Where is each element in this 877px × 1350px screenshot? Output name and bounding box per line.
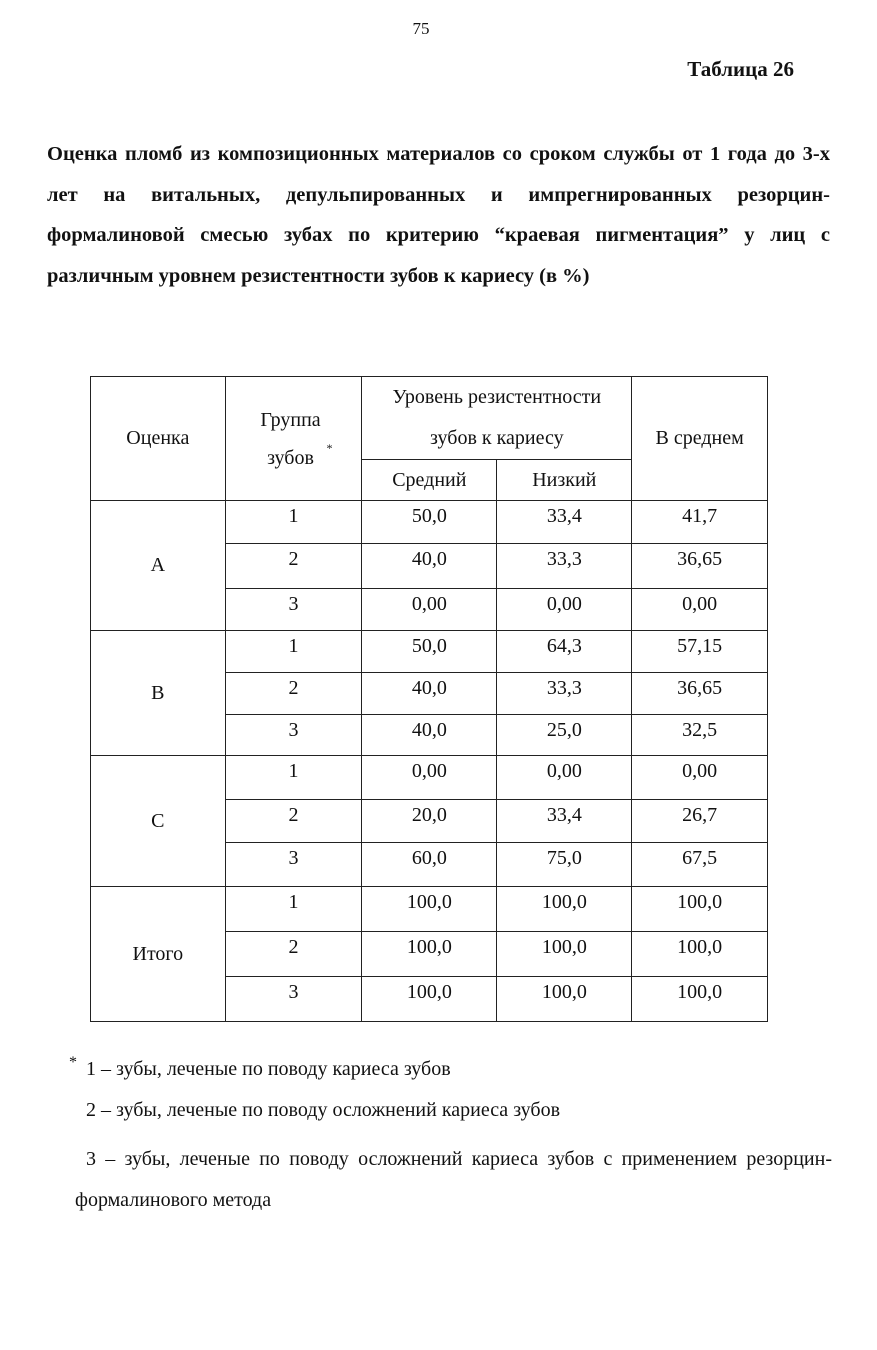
- low-cell: 64,3: [497, 631, 632, 673]
- header-medium: Средний: [362, 460, 497, 501]
- medium-cell: 0,00: [362, 589, 497, 631]
- low-cell: 100,0: [497, 977, 632, 1022]
- footnote-line-3: 3 – зубы, леченые по поводу осложнений кариеса зубов с применением резорцин-формалинового метода: [75, 1148, 832, 1211]
- average-cell: 36,65: [632, 673, 768, 715]
- medium-cell: 60,0: [362, 843, 497, 887]
- medium-cell: 100,0: [362, 932, 497, 977]
- medium-cell: 40,0: [362, 673, 497, 715]
- low-cell: 75,0: [497, 843, 632, 887]
- average-cell: 36,65: [632, 544, 768, 589]
- table-row: [91, 756, 768, 800]
- header-group-label: Группа зубов: [260, 408, 321, 469]
- low-cell: 100,0: [497, 887, 632, 932]
- header-group-mark: *: [326, 440, 333, 455]
- group-cell: 1: [225, 756, 362, 800]
- medium-cell: 20,0: [362, 800, 497, 843]
- low-cell: 33,3: [497, 544, 632, 589]
- group-cell: 1: [225, 887, 362, 932]
- group-cell: 3: [225, 843, 362, 887]
- group-cell: 2: [225, 544, 362, 589]
- score-cell: A: [91, 501, 226, 631]
- header-low: Низкий: [497, 460, 632, 501]
- average-cell: 32,5: [632, 715, 768, 756]
- group-cell: 1: [225, 631, 362, 673]
- table-row: [91, 501, 768, 544]
- low-cell: 33,3: [497, 673, 632, 715]
- group-cell: 2: [225, 932, 362, 977]
- average-cell: 67,5: [632, 843, 768, 887]
- average-cell: 26,7: [632, 800, 768, 843]
- average-cell: 100,0: [632, 932, 768, 977]
- medium-cell: 0,00: [362, 756, 497, 800]
- low-cell: 0,00: [497, 756, 632, 800]
- table-row: [91, 631, 768, 673]
- header-average: В среднем: [632, 377, 768, 501]
- table-label: Таблица 26: [687, 57, 794, 81]
- average-cell: 41,7: [632, 501, 768, 544]
- group-cell: 1: [225, 501, 362, 544]
- header-resistance: [362, 377, 632, 460]
- results-table: [90, 376, 768, 1022]
- group-cell: 3: [225, 715, 362, 756]
- footnote-line-1: [69, 1054, 832, 1081]
- medium-cell: 50,0: [362, 501, 497, 544]
- low-cell: 100,0: [497, 932, 632, 977]
- page-number: 75: [412, 19, 430, 38]
- table-title: Оценка пломб из композиционных материалов со сроком службы от 1 года до 3-х лет на витальных, депульпированных и импрегнированных резорцин-формалиновой смесью зубах по критерию “краевая пигментация” у лиц с различным уровнем резистентности зубов к кариесу (в %): [47, 143, 830, 287]
- group-cell: 3: [225, 589, 362, 631]
- footnote-mark: *: [69, 1054, 77, 1071]
- medium-cell: 100,0: [362, 887, 497, 932]
- low-cell: 0,00: [497, 589, 632, 631]
- group-cell: 2: [225, 673, 362, 715]
- group-cell: 2: [225, 800, 362, 843]
- score-cell: Итого: [91, 887, 226, 1022]
- score-cell: C: [91, 756, 226, 887]
- average-cell: 100,0: [632, 977, 768, 1022]
- average-cell: 57,15: [632, 631, 768, 673]
- table-row: [91, 887, 768, 932]
- medium-cell: 40,0: [362, 544, 497, 589]
- low-cell: 25,0: [497, 715, 632, 756]
- footnote-text-1: 1 – зубы, леченые по поводу кариеса зубов: [86, 1058, 451, 1080]
- average-cell: 100,0: [632, 887, 768, 932]
- medium-cell: 50,0: [362, 631, 497, 673]
- medium-cell: 40,0: [362, 715, 497, 756]
- average-cell: 0,00: [632, 589, 768, 631]
- header-score: Оценка: [91, 377, 226, 501]
- low-cell: 33,4: [497, 501, 632, 544]
- header-resistance-label: Уровень резистентности зубов к кариесу: [392, 386, 602, 449]
- average-cell: 0,00: [632, 756, 768, 800]
- header-group: [225, 377, 362, 501]
- medium-cell: 100,0: [362, 977, 497, 1022]
- group-cell: 3: [225, 977, 362, 1022]
- low-cell: 33,4: [497, 800, 632, 843]
- footnote-line-2: 2 – зубы, леченые по поводу осложнений кариеса зубов: [86, 1099, 561, 1121]
- score-cell: B: [91, 631, 226, 756]
